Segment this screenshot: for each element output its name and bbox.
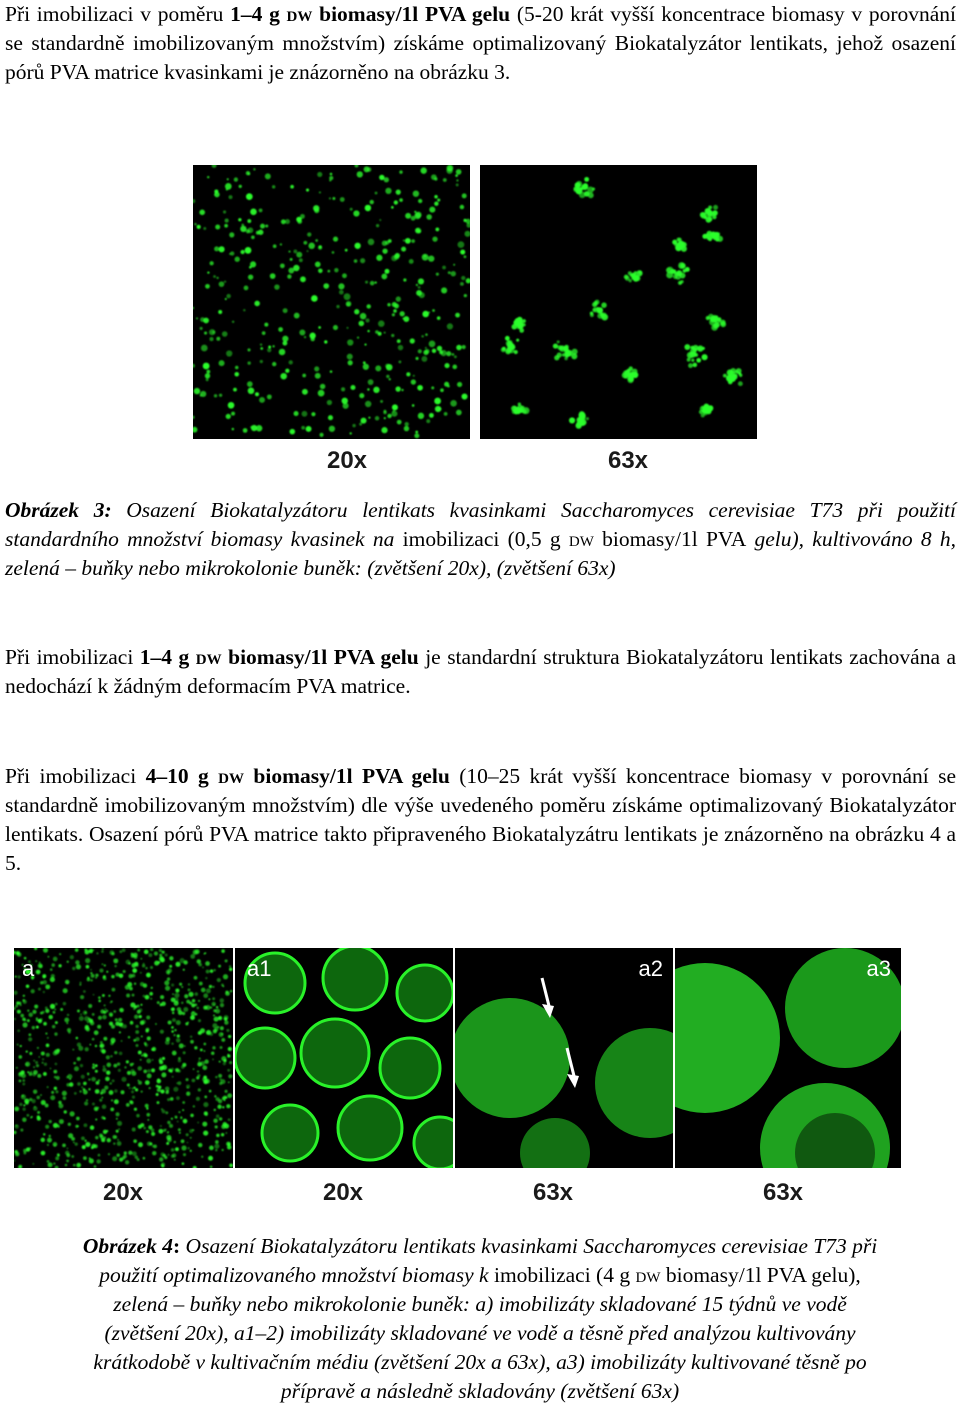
text: (10–25 krát vyšší koncentrace biomasy v porovnání se standardně imobilizovaným množstvím) dle výše uvedeného poměru získáme optimalizovaný Biokatalyzátor lentikats. Osazení pórů PVA matrice takto připraveného Biokatalyzátru lentikats je znázorněno na obrázku 4 a 5. [5, 764, 957, 875]
caption-text: použití optimalizovaného množství biomasy k [99, 1263, 489, 1287]
caption-label: : [173, 1234, 181, 1258]
text-dw: dw [218, 764, 244, 788]
text: Při imobilizaci v poměru [5, 2, 231, 26]
text-bold: biomasy/1l PVA gelu [221, 645, 419, 669]
text: (5-20 krát vyšší koncentrace biomasy v porovnání se standardně imobilizovaným množstvím) získáme optimalizovaný Biokatalyzátor lentikats, jehož osazení pórů PVA matrice kvasinkami je znázorněno na obrázku 3. [5, 2, 956, 84]
figure-4-caption-line: (zvětšení 20x), a1–2) imobilizáty skladované ve vodě a těsně před analýzou kultivovány [104, 1321, 856, 1345]
caption-text: Osazení Biokatalyzátoru lentikats kvasinkami Saccharomyces cerevisiae T73 při použití standardního množství biomasy kvasinek na [5, 498, 957, 551]
text: Při imobilizaci [5, 645, 140, 669]
caption-text: Osazení Biokatalyzátoru lentikats kvasinkami Saccharomyces cerevisiae T73 při [180, 1234, 878, 1258]
text-dw: dw [195, 645, 222, 669]
magnification-label: 20x [102, 1179, 144, 1206]
text-bold: 4–10 g [145, 764, 219, 788]
panel-label: a3 [866, 956, 891, 981]
text-bold: 1–4 g [139, 645, 196, 669]
magnification-label: 20x [322, 1179, 364, 1206]
panel-label: a1 [247, 956, 272, 981]
micrograph-panel-a [14, 948, 233, 1168]
micrograph-panel-a1 [235, 948, 453, 1168]
panel-label: a [22, 956, 35, 981]
text: Při imobilizaci [5, 764, 146, 788]
micrograph-panel-a2 [455, 948, 673, 1168]
magnification-label: 63x [532, 1179, 574, 1206]
magnification-label: 63x [607, 447, 649, 474]
magnification-label: 20x [326, 447, 368, 474]
caption-text: biomasy/1l PVA gelu), [660, 1263, 861, 1287]
text: je standardní struktura Biokatalyzátoru lentikats zachována a nedochází k žádným deformacím PVA matrice. [5, 645, 957, 698]
text-dw: dw [286, 2, 313, 26]
caption-text: gelu), kultivováno 8 h, zelená – buňky nebo mikrokolonie buněk: (zvětšení 20x), (zvětšení 63x) [5, 527, 956, 580]
paragraph-intro [5, 0, 956, 87]
caption-text: biomasy/1l PVA [593, 527, 747, 551]
figure-3-caption [5, 496, 956, 583]
text-bold: biomasy/1l PVA gelu [312, 2, 511, 26]
figure-4-caption-line: přípravě a následně skladovány (zvětšení 63x) [280, 1379, 680, 1403]
paragraph-optimized [5, 762, 956, 878]
text-bold: 1–4 g [230, 2, 287, 26]
micrograph-image [480, 165, 757, 439]
micrograph-panel-a3 [675, 948, 901, 1168]
figure-4-caption-line: zelená – buňky nebo mikrokolonie buněk: a) imobilizáty skladované 15 týdnů ve vodě [113, 1292, 847, 1316]
micrograph-63x-standard [480, 165, 757, 439]
caption-text: imobilizaci (0,5 g [394, 527, 569, 551]
figure-4-caption-line [0, 1261, 960, 1290]
text-bold: biomasy/1l PVA gelu [244, 764, 450, 788]
panel-label: a2 [638, 956, 663, 981]
caption-label: Obrázek 3: [5, 498, 112, 522]
paragraph-standard-structure [5, 643, 956, 701]
magnification-label: 63x [762, 1179, 804, 1206]
figure-4-caption-line [0, 1232, 960, 1261]
figure-4-caption-line: krátkodobě v kultivačním médiu (zvětšení 20x a 63x), a3) imobilizáty kultivované těsně po [93, 1350, 867, 1374]
caption-dw: dw [568, 527, 594, 551]
caption-dw: dw [635, 1263, 661, 1287]
micrograph-20x-standard [193, 165, 470, 439]
micrograph-image [193, 165, 470, 439]
caption-label: Obrázek 4 [82, 1234, 173, 1258]
caption-text: imobilizaci (4 g [488, 1263, 636, 1287]
micrograph-image [14, 948, 233, 1168]
